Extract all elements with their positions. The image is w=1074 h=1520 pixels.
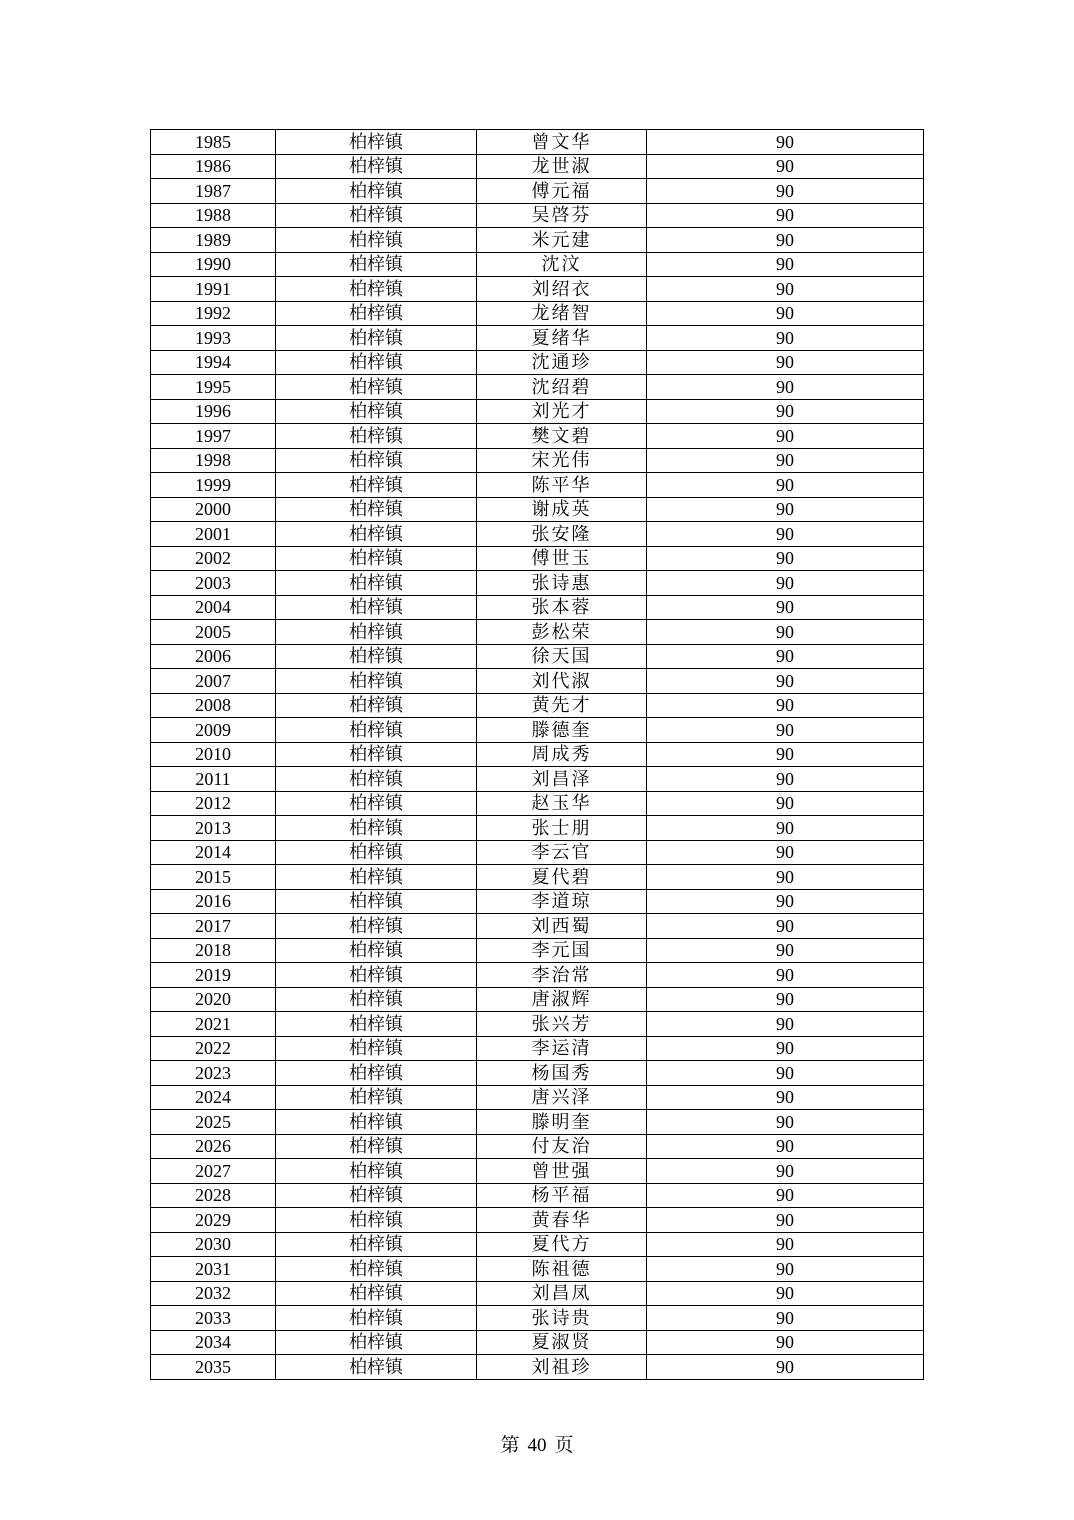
table-row [151, 767, 924, 792]
town-cell: 柏梓镇 [276, 154, 477, 179]
town-cell: 柏梓镇 [276, 1208, 477, 1233]
table-row [151, 963, 924, 988]
row-number-cell: 2001 [151, 522, 276, 547]
town-cell: 柏梓镇 [276, 1355, 477, 1380]
table-row [151, 718, 924, 743]
table-row [151, 816, 924, 841]
row-number-cell: 2024 [151, 1085, 276, 1110]
town-cell: 柏梓镇 [276, 1257, 477, 1282]
table-row [151, 938, 924, 963]
town-cell: 柏梓镇 [276, 1061, 477, 1086]
amount-cell: 90 [647, 473, 924, 498]
name-cell: 张诗贵 [477, 1306, 647, 1331]
row-number-cell: 1987 [151, 179, 276, 204]
table-row [151, 1330, 924, 1355]
town-cell: 柏梓镇 [276, 203, 477, 228]
row-number-cell: 2006 [151, 644, 276, 669]
amount-cell: 90 [647, 1306, 924, 1331]
amount-cell: 90 [647, 252, 924, 277]
town-cell: 柏梓镇 [276, 301, 477, 326]
name-cell: 陈平华 [477, 473, 647, 498]
amount-cell: 90 [647, 889, 924, 914]
amount-cell: 90 [647, 350, 924, 375]
town-cell: 柏梓镇 [276, 963, 477, 988]
name-cell: 张诗惠 [477, 571, 647, 596]
town-cell: 柏梓镇 [276, 399, 477, 424]
town-cell: 柏梓镇 [276, 1232, 477, 1257]
amount-cell: 90 [647, 1257, 924, 1282]
name-cell: 张兴芳 [477, 1012, 647, 1037]
town-cell: 柏梓镇 [276, 326, 477, 351]
row-number-cell: 1996 [151, 399, 276, 424]
table-row [151, 130, 924, 155]
town-cell: 柏梓镇 [276, 620, 477, 645]
amount-cell: 90 [647, 301, 924, 326]
row-number-cell: 2007 [151, 669, 276, 694]
row-number-cell: 2022 [151, 1036, 276, 1061]
name-cell: 李元国 [477, 938, 647, 963]
table-row [151, 424, 924, 449]
town-cell: 柏梓镇 [276, 816, 477, 841]
name-cell: 李道琼 [477, 889, 647, 914]
town-cell: 柏梓镇 [276, 718, 477, 743]
name-cell: 夏淑贤 [477, 1330, 647, 1355]
town-cell: 柏梓镇 [276, 669, 477, 694]
name-cell: 张安隆 [477, 522, 647, 547]
town-cell: 柏梓镇 [276, 1134, 477, 1159]
table-row [151, 1061, 924, 1086]
amount-cell: 90 [647, 987, 924, 1012]
name-cell: 唐淑辉 [477, 987, 647, 1012]
table-row [151, 914, 924, 939]
name-cell: 刘绍衣 [477, 277, 647, 302]
town-cell: 柏梓镇 [276, 767, 477, 792]
row-number-cell: 2033 [151, 1306, 276, 1331]
amount-cell: 90 [647, 522, 924, 547]
town-cell: 柏梓镇 [276, 865, 477, 890]
row-number-cell: 1988 [151, 203, 276, 228]
table-row [151, 350, 924, 375]
amount-cell: 90 [647, 1134, 924, 1159]
name-cell: 沈绍碧 [477, 375, 647, 400]
table-row [151, 693, 924, 718]
table-row [151, 1012, 924, 1037]
town-cell: 柏梓镇 [276, 546, 477, 571]
table-row [151, 571, 924, 596]
town-cell: 柏梓镇 [276, 1085, 477, 1110]
amount-cell: 90 [647, 595, 924, 620]
table-row [151, 1232, 924, 1257]
name-cell: 滕德奎 [477, 718, 647, 743]
table-row [151, 448, 924, 473]
row-number-cell: 1995 [151, 375, 276, 400]
row-number-cell: 2027 [151, 1159, 276, 1184]
table-row [151, 889, 924, 914]
town-cell: 柏梓镇 [276, 522, 477, 547]
town-cell: 柏梓镇 [276, 889, 477, 914]
amount-cell: 90 [647, 497, 924, 522]
table-row [151, 1183, 924, 1208]
town-cell: 柏梓镇 [276, 938, 477, 963]
amount-cell: 90 [647, 1110, 924, 1135]
name-cell: 杨平福 [477, 1183, 647, 1208]
name-cell: 曾世强 [477, 1159, 647, 1184]
name-cell: 赵玉华 [477, 791, 647, 816]
amount-cell: 90 [647, 1012, 924, 1037]
table-row [151, 228, 924, 253]
town-cell: 柏梓镇 [276, 252, 477, 277]
name-cell: 刘祖珍 [477, 1355, 647, 1380]
row-number-cell: 1991 [151, 277, 276, 302]
town-cell: 柏梓镇 [276, 571, 477, 596]
row-number-cell: 2026 [151, 1134, 276, 1159]
row-number-cell: 2035 [151, 1355, 276, 1380]
town-cell: 柏梓镇 [276, 1281, 477, 1306]
name-cell: 傅元福 [477, 179, 647, 204]
amount-cell: 90 [647, 1085, 924, 1110]
row-number-cell: 2020 [151, 987, 276, 1012]
name-cell: 米元建 [477, 228, 647, 253]
amount-cell: 90 [647, 1232, 924, 1257]
table-row [151, 840, 924, 865]
row-number-cell: 1997 [151, 424, 276, 449]
amount-cell: 90 [647, 399, 924, 424]
amount-cell: 90 [647, 963, 924, 988]
name-cell: 傅世玉 [477, 546, 647, 571]
row-number-cell: 2015 [151, 865, 276, 890]
name-cell: 刘昌凤 [477, 1281, 647, 1306]
name-cell: 黄春华 [477, 1208, 647, 1233]
table-row [151, 865, 924, 890]
page-label-suffix: 页 [554, 1435, 574, 1456]
page-number: 40 [527, 1435, 547, 1456]
amount-cell: 90 [647, 448, 924, 473]
amount-cell: 90 [647, 546, 924, 571]
table-body [151, 130, 924, 1380]
row-number-cell: 1998 [151, 448, 276, 473]
row-number-cell: 1986 [151, 154, 276, 179]
name-cell: 付友治 [477, 1134, 647, 1159]
row-number-cell: 1989 [151, 228, 276, 253]
table-row [151, 277, 924, 302]
table-row [151, 1110, 924, 1135]
row-number-cell: 1992 [151, 301, 276, 326]
amount-cell: 90 [647, 816, 924, 841]
town-cell: 柏梓镇 [276, 914, 477, 939]
town-cell: 柏梓镇 [276, 644, 477, 669]
name-cell: 刘昌泽 [477, 767, 647, 792]
name-cell: 夏代碧 [477, 865, 647, 890]
row-number-cell: 2030 [151, 1232, 276, 1257]
row-number-cell: 2004 [151, 595, 276, 620]
town-cell: 柏梓镇 [276, 130, 477, 155]
table-row [151, 1355, 924, 1380]
amount-cell: 90 [647, 424, 924, 449]
town-cell: 柏梓镇 [276, 1306, 477, 1331]
amount-cell: 90 [647, 154, 924, 179]
amount-cell: 90 [647, 1159, 924, 1184]
amount-cell: 90 [647, 718, 924, 743]
amount-cell: 90 [647, 203, 924, 228]
row-number-cell: 2012 [151, 791, 276, 816]
row-number-cell: 1990 [151, 252, 276, 277]
name-cell: 沈汶 [477, 252, 647, 277]
amount-cell: 90 [647, 1036, 924, 1061]
town-cell: 柏梓镇 [276, 1330, 477, 1355]
name-cell: 龙世淑 [477, 154, 647, 179]
name-cell: 彭松荣 [477, 620, 647, 645]
name-cell: 周成秀 [477, 742, 647, 767]
table-row [151, 1036, 924, 1061]
name-cell: 夏代方 [477, 1232, 647, 1257]
name-cell: 吴啓芬 [477, 203, 647, 228]
amount-cell: 90 [647, 1281, 924, 1306]
row-number-cell: 2013 [151, 816, 276, 841]
table-row [151, 154, 924, 179]
amount-cell: 90 [647, 1330, 924, 1355]
table-row [151, 742, 924, 767]
amount-cell: 90 [647, 1061, 924, 1086]
row-number-cell: 2017 [151, 914, 276, 939]
name-cell: 龙绪智 [477, 301, 647, 326]
row-number-cell: 2021 [151, 1012, 276, 1037]
row-number-cell: 2014 [151, 840, 276, 865]
amount-cell: 90 [647, 791, 924, 816]
town-cell: 柏梓镇 [276, 1159, 477, 1184]
table-row [151, 644, 924, 669]
town-cell: 柏梓镇 [276, 277, 477, 302]
name-cell: 杨国秀 [477, 1061, 647, 1086]
amount-cell: 90 [647, 326, 924, 351]
table-row [151, 1208, 924, 1233]
amount-cell: 90 [647, 1183, 924, 1208]
town-cell: 柏梓镇 [276, 1036, 477, 1061]
town-cell: 柏梓镇 [276, 1183, 477, 1208]
name-cell: 徐天国 [477, 644, 647, 669]
table-row [151, 252, 924, 277]
town-cell: 柏梓镇 [276, 693, 477, 718]
table-row [151, 595, 924, 620]
table-row [151, 1159, 924, 1184]
row-number-cell: 2009 [151, 718, 276, 743]
page-label-prefix: 第 [500, 1435, 520, 1456]
name-cell: 李治常 [477, 963, 647, 988]
amount-cell: 90 [647, 277, 924, 302]
town-cell: 柏梓镇 [276, 497, 477, 522]
row-number-cell: 1993 [151, 326, 276, 351]
table-row [151, 522, 924, 547]
name-cell: 刘代淑 [477, 669, 647, 694]
name-cell: 谢成英 [477, 497, 647, 522]
row-number-cell: 2008 [151, 693, 276, 718]
name-cell: 滕明奎 [477, 1110, 647, 1135]
town-cell: 柏梓镇 [276, 791, 477, 816]
table-row [151, 399, 924, 424]
row-number-cell: 2010 [151, 742, 276, 767]
name-cell: 陈祖德 [477, 1257, 647, 1282]
row-number-cell: 1999 [151, 473, 276, 498]
name-cell: 沈通珍 [477, 350, 647, 375]
town-cell: 柏梓镇 [276, 179, 477, 204]
row-number-cell: 2029 [151, 1208, 276, 1233]
amount-cell: 90 [647, 669, 924, 694]
town-cell: 柏梓镇 [276, 473, 477, 498]
amount-cell: 90 [647, 767, 924, 792]
name-cell: 李云官 [477, 840, 647, 865]
page-footer [0, 1430, 1074, 1457]
row-number-cell: 2019 [151, 963, 276, 988]
name-cell: 唐兴泽 [477, 1085, 647, 1110]
table-row [151, 203, 924, 228]
name-cell: 樊文碧 [477, 424, 647, 449]
table-row [151, 987, 924, 1012]
row-number-cell: 2025 [151, 1110, 276, 1135]
table-row [151, 179, 924, 204]
table-row [151, 301, 924, 326]
town-cell: 柏梓镇 [276, 375, 477, 400]
amount-cell: 90 [647, 693, 924, 718]
table-row [151, 1085, 924, 1110]
amount-cell: 90 [647, 840, 924, 865]
row-number-cell: 2016 [151, 889, 276, 914]
amount-cell: 90 [647, 130, 924, 155]
table-row [151, 620, 924, 645]
name-cell: 宋光伟 [477, 448, 647, 473]
town-cell: 柏梓镇 [276, 595, 477, 620]
amount-cell: 90 [647, 179, 924, 204]
table-row [151, 791, 924, 816]
name-cell: 刘光才 [477, 399, 647, 424]
table-row [151, 1281, 924, 1306]
table-row [151, 326, 924, 351]
amount-cell: 90 [647, 375, 924, 400]
amount-cell: 90 [647, 938, 924, 963]
town-cell: 柏梓镇 [276, 448, 477, 473]
amount-cell: 90 [647, 1355, 924, 1380]
amount-cell: 90 [647, 571, 924, 596]
data-table [150, 129, 924, 1380]
table-row [151, 1134, 924, 1159]
row-number-cell: 2002 [151, 546, 276, 571]
amount-cell: 90 [647, 644, 924, 669]
amount-cell: 90 [647, 914, 924, 939]
row-number-cell: 2023 [151, 1061, 276, 1086]
name-cell: 李运清 [477, 1036, 647, 1061]
row-number-cell: 2032 [151, 1281, 276, 1306]
row-number-cell: 2034 [151, 1330, 276, 1355]
table-row [151, 546, 924, 571]
row-number-cell: 1994 [151, 350, 276, 375]
row-number-cell: 2003 [151, 571, 276, 596]
row-number-cell: 2028 [151, 1183, 276, 1208]
name-cell: 曾文华 [477, 130, 647, 155]
table-row [151, 473, 924, 498]
row-number-cell: 2000 [151, 497, 276, 522]
row-number-cell: 2011 [151, 767, 276, 792]
town-cell: 柏梓镇 [276, 350, 477, 375]
amount-cell: 90 [647, 228, 924, 253]
town-cell: 柏梓镇 [276, 1012, 477, 1037]
name-cell: 张士朋 [477, 816, 647, 841]
row-number-cell: 2031 [151, 1257, 276, 1282]
amount-cell: 90 [647, 865, 924, 890]
town-cell: 柏梓镇 [276, 987, 477, 1012]
row-number-cell: 1985 [151, 130, 276, 155]
table-row [151, 1306, 924, 1331]
town-cell: 柏梓镇 [276, 1110, 477, 1135]
table-row [151, 375, 924, 400]
table-row [151, 669, 924, 694]
town-cell: 柏梓镇 [276, 742, 477, 767]
table-row [151, 497, 924, 522]
name-cell: 刘西蜀 [477, 914, 647, 939]
row-number-cell: 2018 [151, 938, 276, 963]
name-cell: 夏绪华 [477, 326, 647, 351]
amount-cell: 90 [647, 620, 924, 645]
amount-cell: 90 [647, 742, 924, 767]
town-cell: 柏梓镇 [276, 424, 477, 449]
town-cell: 柏梓镇 [276, 840, 477, 865]
table-row [151, 1257, 924, 1282]
town-cell: 柏梓镇 [276, 228, 477, 253]
name-cell: 张本蓉 [477, 595, 647, 620]
row-number-cell: 2005 [151, 620, 276, 645]
name-cell: 黄先才 [477, 693, 647, 718]
amount-cell: 90 [647, 1208, 924, 1233]
